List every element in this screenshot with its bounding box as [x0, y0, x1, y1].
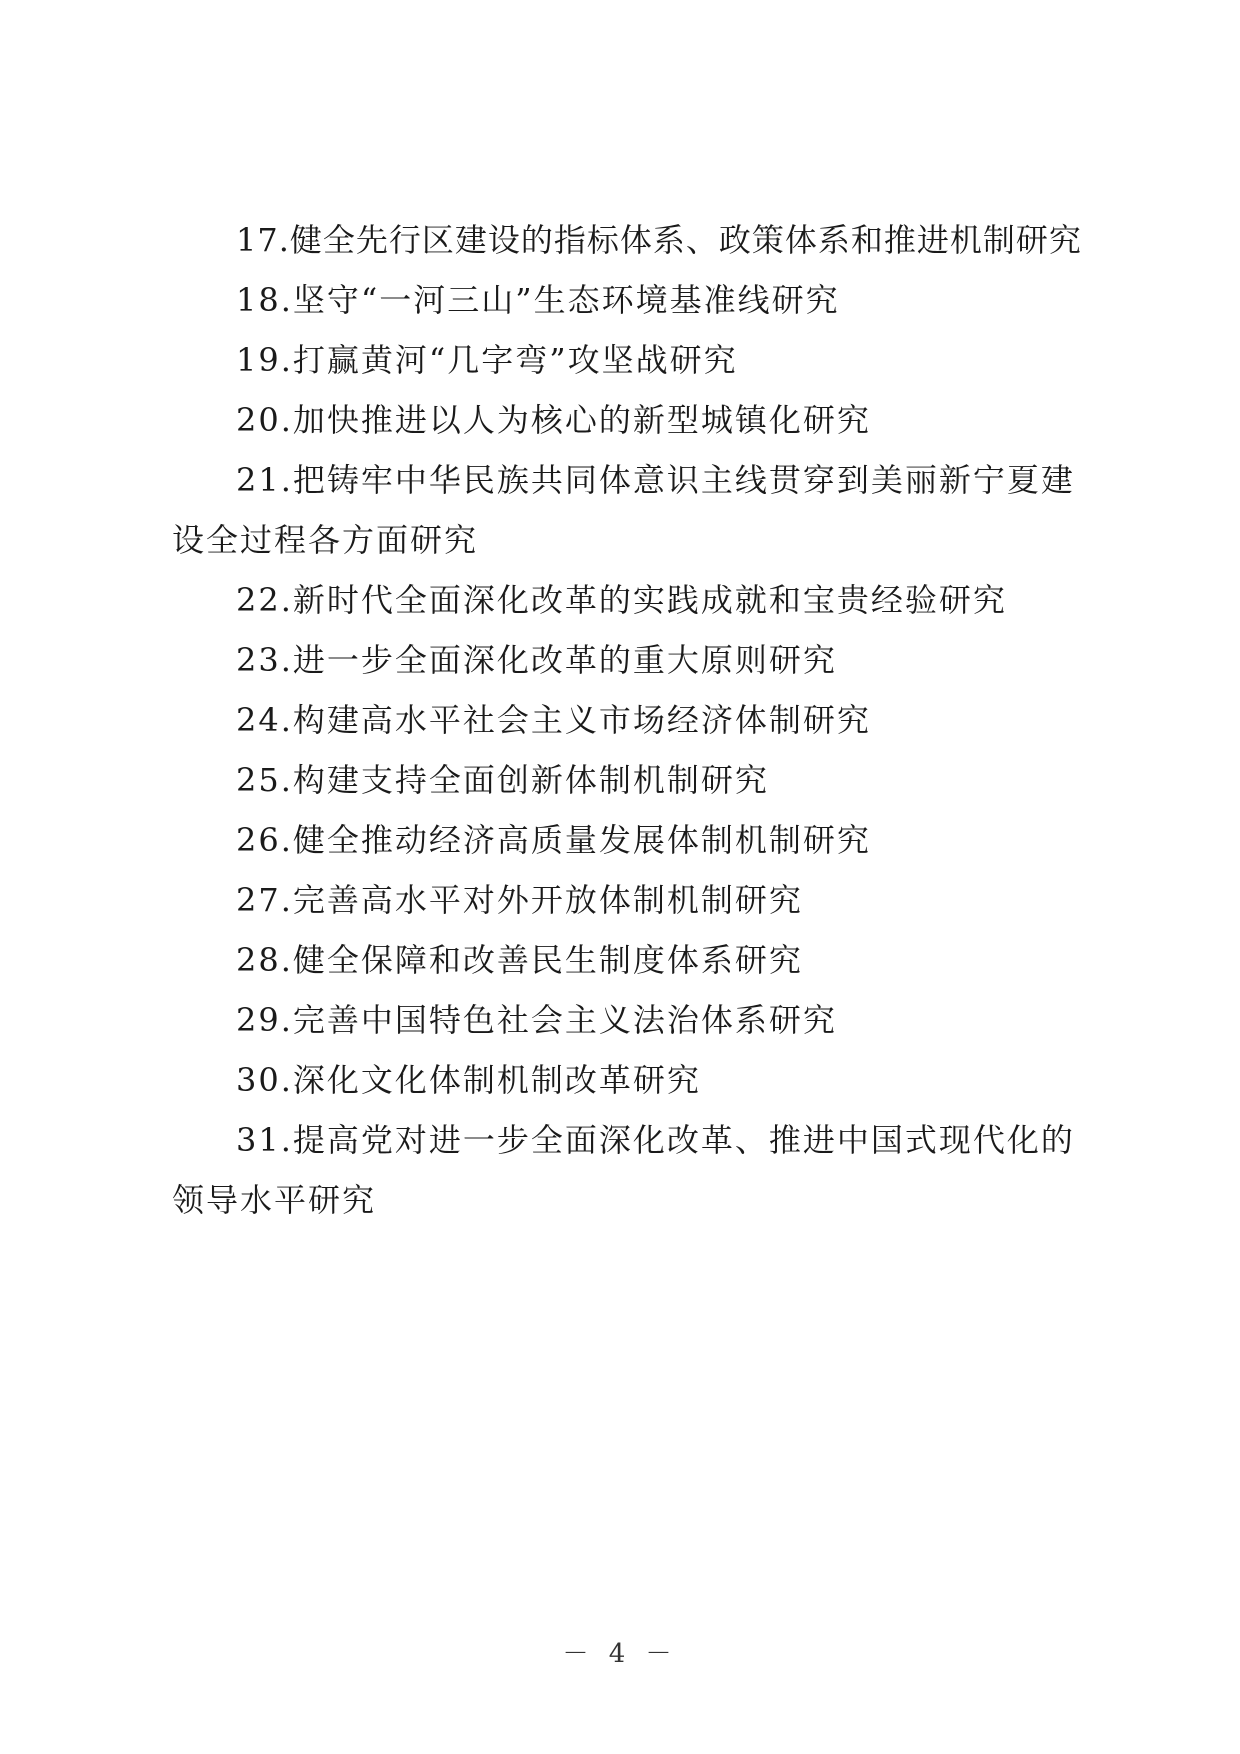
list-item: 23.进一步全面深化改革的重大原则研究 — [236, 641, 837, 679]
list-item: 17.健全先行区建设的指标体系、政策体系和推进机制研究 — [236, 221, 1082, 259]
list-item: 27.完善高水平对外开放体制机制研究 — [236, 881, 803, 919]
list-item: 30.深化文化体制机制改革研究 — [236, 1061, 701, 1099]
list-item: 26.健全推动经济高质量发展体制机制研究 — [236, 821, 871, 859]
page-number: － 4 － — [562, 1639, 678, 1669]
list-item: 25.构建支持全面创新体制机制研究 — [236, 761, 769, 799]
list-item: 19.打赢黄河“几字弯”攻坚战研究 — [236, 341, 738, 379]
topic-list — [172, 210, 1092, 1230]
list-item: 28.健全保障和改善民生制度体系研究 — [236, 941, 803, 979]
list-item: 31.提高党对进一步全面深化改革、推进中国式现代化的领导水平研究 — [172, 1121, 1075, 1219]
list-item: 24.构建高水平社会主义市场经济体制研究 — [236, 701, 871, 739]
list-item: 22.新时代全面深化改革的实践成就和宝贵经验研究 — [236, 581, 1007, 619]
list-item: 29.完善中国特色社会主义法治体系研究 — [236, 1001, 837, 1039]
list-item: 20.加快推进以人为核心的新型城镇化研究 — [236, 401, 871, 439]
list-item: 21.把铸牢中华民族共同体意识主线贯穿到美丽新宁夏建设全过程各方面研究 — [172, 461, 1075, 559]
list-item: 18.坚守“一河三山”生态环境基准线研究 — [236, 281, 840, 319]
